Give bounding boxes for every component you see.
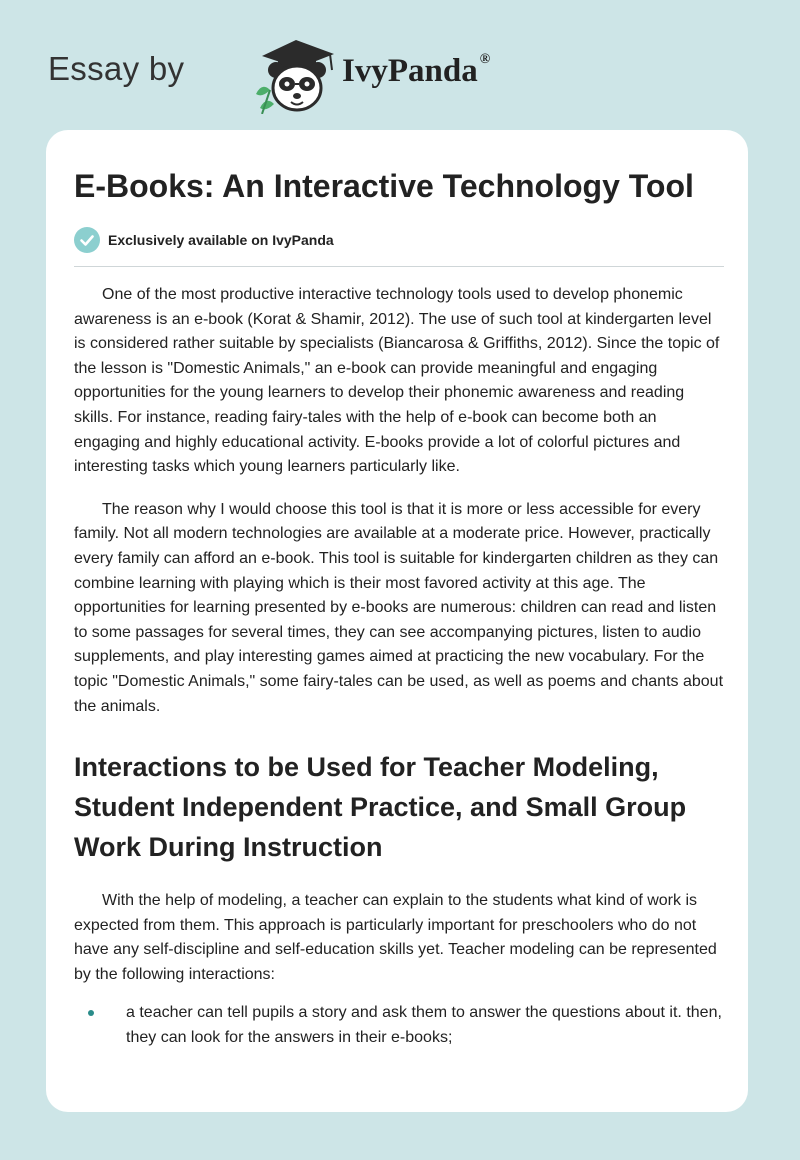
paragraph: The reason why I would choose this tool is that it is more or less accessible for every family. Not all modern technologies are available at a moderate price. However, practically every family can afford an e-book. This tool is suitable for kindergarten children as they can combine learning with playing which is their most favored activity at this age. The opportunities for learning presented by e-books are numerous: children can read and listen to some passages for several times, they can see accompanying pictures, listen to audio supplements, and play interesting games aimed at practicing the new vocabulary. For the topic "Domestic Animals," some fairy-tales can be used, as well as poems and chants about the animals. (74, 500, 724, 715)
bullet-list (74, 1001, 724, 1050)
article-body (74, 166, 724, 1051)
article-title: E-Books: An Interactive Technology Tool (74, 168, 694, 204)
list-item-text: a teacher can tell pupils a story and ask them to answer the questions about it. then, they can look for the answers in their e-books; (126, 1004, 722, 1047)
paragraph: With the help of modeling, a teacher can explain to the students what kind of work is expected from them. This approach is particularly important for preschoolers who do not have any self-discipline and self-education skills yet. Teacher modeling can be represented by the following interactions: (74, 892, 717, 983)
check-icon (74, 227, 100, 253)
registered-mark: ® (479, 52, 491, 67)
exclusive-badge (74, 226, 724, 254)
site-header (48, 30, 748, 110)
paragraph: One of the most productive interactive technology tools used to develop phonemic awareness is an e-book (Korat & Shamir, 2012). The use of such tool at kindergarten level is considered rather suitable by specialists (Biancarosa & Griffiths, 2012). Since the topic of the lesson is "Domestic Animals," an e-book can provide meaningful and engaging opportunities for the young learners to develop their phonemic awareness and reading skills. For instance, reading fairy-tales with the help of e-book can become both an engaging and highly educational activity. E-books provide a lot of colorful pictures and interesting tasks which young learners particularly like. (74, 286, 720, 476)
article-card (46, 130, 748, 1112)
bullet-icon (88, 1010, 94, 1016)
panda-logo-icon[interactable] (248, 34, 344, 114)
list-item (74, 1001, 724, 1050)
exclusive-badge-label: Exclusively available on IvyPanda (108, 232, 334, 248)
section-heading: Interactions to be Used for Teacher Modeling, Student Independent Practice, and Small Group Work During Instruction (74, 752, 687, 863)
divider (74, 266, 724, 267)
brand-name[interactable]: IvyPanda ® (342, 52, 491, 89)
essay-by-label: Essay by (48, 50, 185, 87)
